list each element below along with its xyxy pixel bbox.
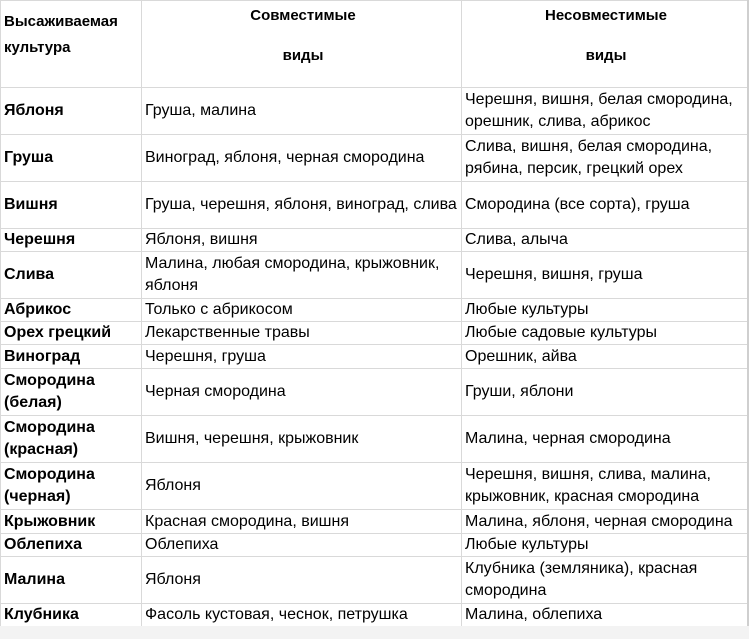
table-row <box>1 463 748 510</box>
crop-name-cell: Абрикос <box>1 299 142 322</box>
incompatible-cell: Малина, облепиха <box>462 604 748 627</box>
header-incompatible-line2: виды <box>585 47 627 64</box>
table-row <box>1 557 748 604</box>
compatible-cell: Облепиха <box>142 534 462 557</box>
incompatible-cell: Любые культуры <box>462 534 748 557</box>
compatible-cell: Яблоня <box>142 463 462 510</box>
incompatible-cell: Клубника (земляника), красная смородина <box>462 557 748 604</box>
incompatible-cell: Черешня, вишня, белая смородина, орешник, слива, абрикос <box>462 88 748 135</box>
crop-name-cell: Виноград <box>1 345 142 369</box>
incompatible-cell: Малина, яблоня, черная смородина <box>462 510 748 534</box>
crop-name-cell: Малина <box>1 557 142 604</box>
table-row <box>1 299 748 322</box>
header-compatible-line2: виды <box>282 47 324 64</box>
incompatible-cell: Смородина (все сорта), груша <box>462 182 748 229</box>
crop-name-cell: Орех грецкий <box>1 322 142 345</box>
compatible-cell: Груша, черешня, яблоня, виноград, слива <box>142 182 462 229</box>
crop-name-cell: Облепиха <box>1 534 142 557</box>
compatible-cell: Виноград, яблоня, черная смородина <box>142 135 462 182</box>
header-compatible-line1: Совместимые <box>250 7 356 24</box>
crop-name-cell: Груша <box>1 135 142 182</box>
bottom-margin <box>0 626 749 639</box>
incompatible-cell: Орешник, айва <box>462 345 748 369</box>
table-row <box>1 252 748 299</box>
crop-name-cell: Черешня <box>1 229 142 252</box>
compatible-cell: Красная смородина, вишня <box>142 510 462 534</box>
crop-name-cell: Смородина (красная) <box>1 416 142 463</box>
compatible-cell: Яблоня <box>142 557 462 604</box>
table-row <box>1 416 748 463</box>
header-incompatible-line1: Несовместимые <box>545 7 667 24</box>
incompatible-cell: Черешня, вишня, груша <box>462 252 748 299</box>
incompatible-cell: Слива, алыча <box>462 229 748 252</box>
incompatible-cell: Слива, вишня, белая смородина, рябина, персик, грецкий орех <box>462 135 748 182</box>
compatible-cell: Только с абрикосом <box>142 299 462 322</box>
compatible-cell: Малина, любая смородина, крыжовник, яблоня <box>142 252 462 299</box>
table-header-row <box>1 1 748 88</box>
table-row <box>1 345 748 369</box>
table-row <box>1 135 748 182</box>
table-row <box>1 182 748 229</box>
crop-name-cell: Яблоня <box>1 88 142 135</box>
crop-name-cell: Вишня <box>1 182 142 229</box>
table-row <box>1 510 748 534</box>
compatible-cell: Груша, малина <box>142 88 462 135</box>
incompatible-cell: Черешня, вишня, слива, малина, крыжовник, красная смородина <box>462 463 748 510</box>
table-row <box>1 229 748 252</box>
compatible-cell: Яблоня, вишня <box>142 229 462 252</box>
header-planted-crop: Высаживаемая культура <box>1 1 142 88</box>
table-row <box>1 88 748 135</box>
header-compatible <box>142 1 462 88</box>
table-row <box>1 322 748 345</box>
crop-name-cell: Смородина (белая) <box>1 369 142 416</box>
crop-name-cell: Смородина (черная) <box>1 463 142 510</box>
compatible-cell: Черная смородина <box>142 369 462 416</box>
compatible-cell: Вишня, черешня, крыжовник <box>142 416 462 463</box>
incompatible-cell: Малина, черная смородина <box>462 416 748 463</box>
incompatible-cell: Груши, яблони <box>462 369 748 416</box>
table-row <box>1 369 748 416</box>
table-row <box>1 534 748 557</box>
header-incompatible <box>462 1 748 88</box>
incompatible-cell: Любые садовые культуры <box>462 322 748 345</box>
table-row <box>1 604 748 627</box>
crop-name-cell: Крыжовник <box>1 510 142 534</box>
crop-name-cell: Слива <box>1 252 142 299</box>
compatible-cell: Фасоль кустовая, чеснок, петрушка <box>142 604 462 627</box>
table-body <box>1 88 748 627</box>
crop-name-cell: Клубника <box>1 604 142 627</box>
compatible-cell: Лекарственные травы <box>142 322 462 345</box>
incompatible-cell: Любые культуры <box>462 299 748 322</box>
compatible-cell: Черешня, груша <box>142 345 462 369</box>
